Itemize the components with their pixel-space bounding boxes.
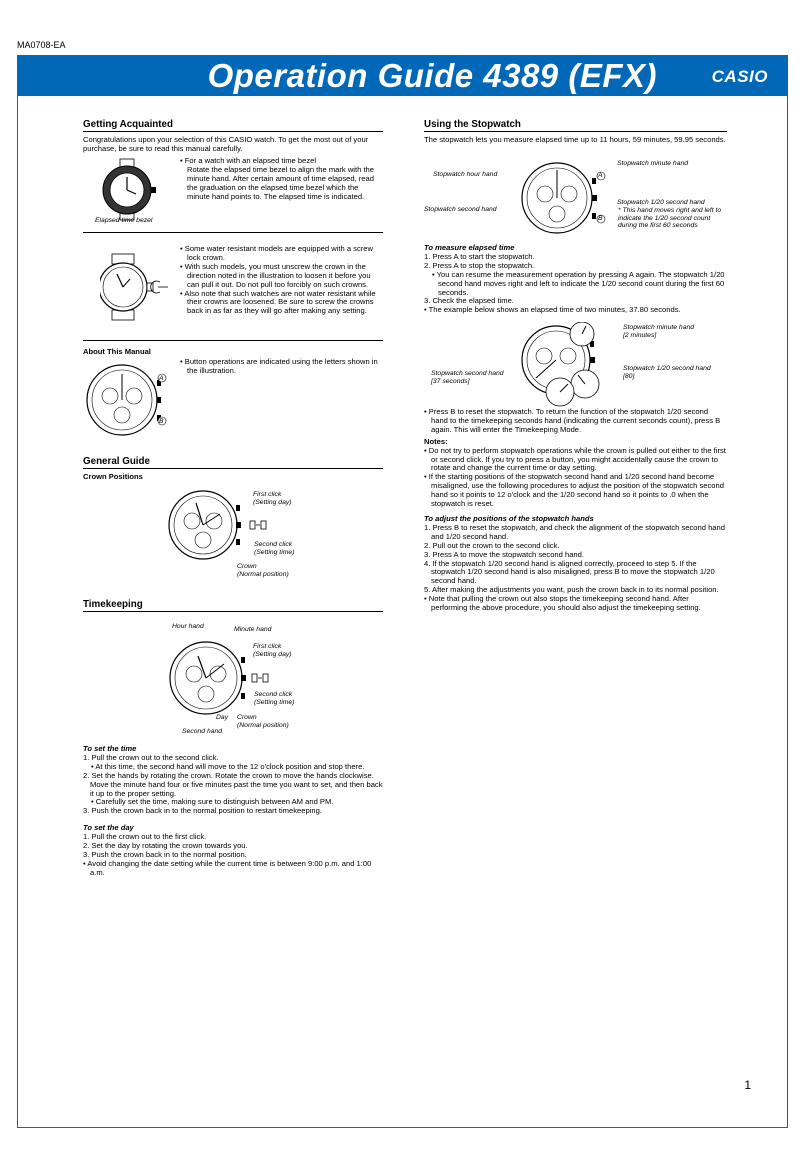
sw-button-a-label: A: [598, 172, 603, 179]
general-guide-heading: General Guide: [83, 458, 383, 469]
example-second-label: Stopwatch second hand: [431, 370, 504, 377]
set-time-step-1b: • At this time, the second hand will move to the 12 o'clock position and stop there.: [91, 761, 365, 771]
set-time-step-2: 2. Set the hands by rotating the crown. Rotate the crown to move the hands clockwise. Move the minute hand four or five minutes past the time you want to set, and then back it up to the proper setting.: [83, 770, 383, 798]
sw-second-hand-label: Stopwatch second hand: [424, 206, 497, 213]
reset-and-notes: [424, 408, 727, 613]
about-heading: About This Manual: [83, 347, 151, 356]
measure-step-1: 1. Press A to start the stopwatch.: [424, 251, 535, 261]
note-2: • If the starting positions of the stopwatch second hand and 1/20 second hand become misaligned, use the following procedures to adjust the position of the stopwatch second hand so it points to 12 o'clock and the 1/20 second hand so it points to .0 when the stopwatch is reset.: [424, 472, 724, 509]
crown-note-3: • Also note that such watches are not water resistant while their crowns are loosened. Be sure to screw the crowns back in as far as they will go after making any setting.: [180, 288, 376, 316]
stopwatch-section: [424, 121, 727, 145]
first-click-label: First click: [253, 491, 282, 498]
set-day-note: • Avoid changing the date setting while the current time is between 9:00 p.m. and 1:00 a.m.: [83, 858, 372, 877]
example-20-label: Stopwatch 1/20 second hand: [623, 365, 711, 372]
note-1: • Do not try to perform stopwatch operations while the crown is pulled out either to the first or second click. If you try to press a button, you might accidentally cause the crown to rotate and change the current time or day setting.: [424, 445, 726, 473]
about-heading-wrap: [83, 348, 173, 357]
set-time-step-1: 1. Pull the crown out to the second click.: [83, 752, 219, 762]
measure-section: [424, 244, 727, 315]
hour-hand-label: Hour hand: [172, 623, 204, 630]
adjust-step-1: 1. Press B to reset the stopwatch, and check the alignment of the stopwatch second hand and 1/20 second hand.: [424, 522, 725, 541]
crown-label: Crown: [237, 563, 257, 570]
adjust-step-4: 4. If the stopwatch 1/20 second hand is aligned correctly, proceed to step 5. If the stopwatch 1/20 second hand is also misaligned, press B to move the stopwatch 1/20 second hand.: [424, 558, 715, 586]
divider: [83, 232, 383, 233]
sw-20-note: * This hand moves right and left to indicate the 1/20 second count during the first 60 seconds: [618, 207, 722, 230]
crown-positions-heading: Crown Positions: [83, 471, 143, 481]
stopwatch-intro: The stopwatch lets you measure elapsed time up to 11 hours, 59 minutes, 59.95 seconds.: [424, 134, 726, 144]
page-number: 1: [744, 1078, 751, 1092]
measure-heading: To measure elapsed time: [424, 243, 515, 252]
title-banner: [17, 55, 788, 96]
divider: [83, 340, 383, 341]
casio-logo: CASIO: [711, 67, 768, 86]
button-a-label: A: [159, 375, 164, 382]
bezel-bullet-body: Rotate the elapsed time bezel to align the mark with the minute hand. After certain amount of time elapsed, read the graduation on the elapsed time bezel which the minute hand points to. The elapsed time is indicated.: [187, 164, 374, 201]
about-text-wrap: [180, 358, 380, 376]
example-37-seconds: [37 seconds]: [431, 378, 470, 385]
day-label: Day: [216, 714, 229, 721]
adjust-step-2: 2. Pull out the crown to the second click.: [424, 540, 560, 550]
set-day-step-3: 3. Push the crown back in to the normal position.: [83, 849, 247, 859]
example-two-minutes: [2 minutes]: [623, 332, 657, 339]
document-code: MA0708-EA: [17, 40, 66, 50]
second-click-label-2: Second click: [254, 691, 293, 698]
set-time-step-2b: • Carefully set the time, making sure to distinguish between AM and PM.: [91, 797, 334, 807]
crown-label-2: Crown: [237, 714, 257, 721]
setting-time-label-2: (Setting time): [254, 699, 295, 706]
screw-crown-notes: [180, 245, 380, 316]
stopwatch-illustration: [515, 158, 615, 238]
bezel-instructions: [180, 157, 380, 202]
getting-acquainted-heading: Getting Acquainted: [83, 121, 383, 132]
setting-time-label: (Setting time): [254, 549, 295, 556]
set-time-heading: To set the time: [83, 744, 137, 753]
bezel-label: Elapsed time bezel: [95, 217, 153, 224]
setting-day-label: (Setting day): [253, 499, 292, 506]
sw-minute-hand-label: Stopwatch minute hand: [617, 160, 689, 167]
measure-step-2: 2. Press A to stop the stopwatch.: [424, 260, 535, 270]
measure-step-3: 3. Check the elapsed time.: [424, 296, 514, 306]
first-click-label-2: First click: [253, 643, 282, 650]
sw-hour-hand-label: Stopwatch hour hand: [433, 171, 498, 178]
getting-acquainted-section: [83, 121, 383, 154]
second-hand-label: Second hand: [182, 728, 223, 735]
page-title: Operation Guide 4389 (EFX): [207, 57, 657, 94]
crown-note-1: • Some water resistant models are equipped with a screw lock crown.: [180, 244, 374, 262]
set-time-section: [83, 745, 383, 878]
sw-20-hand-label: Stopwatch 1/20 second hand: [617, 199, 705, 206]
bezel-watch-illustration: [95, 157, 160, 222]
set-day-step-1: 1. Pull the crown out to the first click.: [83, 832, 207, 842]
button-b-label: B: [159, 418, 164, 425]
general-guide-section: [83, 458, 383, 482]
about-watch-illustration: [85, 360, 175, 440]
set-day-heading: To set the day: [83, 823, 134, 833]
adjust-heading: To adjust the positions of the stopwatch hands: [424, 513, 594, 523]
normal-position-label: (Normal position): [237, 571, 289, 578]
minute-hand-label: Minute hand: [234, 626, 272, 633]
about-bullet: • Button operations are indicated using the letters shown in the illustration.: [180, 357, 378, 375]
crown-note-2: • With such models, you must unscrew the crown in the direction noted in the illustration to loosen it before you can pull it out. Do not pull too forcibly on such crowns.: [180, 261, 371, 289]
set-time-step-3: 3. Push the crown back in to the normal position to restart timekeeping.: [83, 806, 322, 816]
set-day-step-2: 2. Set the day by rotating the crown towards you.: [83, 841, 248, 851]
setting-day-label-2: (Setting day): [253, 651, 292, 658]
sw-button-b-label: B: [598, 215, 603, 222]
notes-heading: Notes:: [424, 436, 448, 446]
timekeeping-heading: Timekeeping: [83, 601, 383, 612]
adjust-step-3: 3. Press A to move the stopwatch second hand.: [424, 549, 584, 559]
second-click-label: Second click: [254, 541, 293, 548]
adjust-note: • Note that pulling the crown out also stops the timekeeping second hand. After performing the above procedure, you should also adjust the timekeeping setting.: [424, 594, 701, 613]
intro-text: Congratulations upon your selection of this CASIO watch. To get the most out of your purchase, be sure to read this manual carefully.: [83, 134, 369, 153]
stopwatch-heading: Using the Stopwatch: [424, 121, 727, 132]
screw-crown-watch-illustration: [100, 252, 170, 322]
timekeeping-section: [83, 601, 383, 612]
bezel-bullet-title: • For a watch with an elapsed time bezel: [180, 156, 317, 165]
normal-position-label-2: (Normal position): [237, 722, 289, 729]
example-80: [80]: [623, 373, 635, 380]
example-stopwatch-illustration: [508, 322, 618, 412]
reset-text: • Press B to reset the stopwatch. To return the function of the stopwatch 1/20 second hand to the timekeeping seconds hand (indicating the current seconds count), press B again. This will enter the Timekeeping Mode.: [424, 407, 721, 434]
measure-step-2b: • You can resume the measurement operation by pressing A again. The stopwatch 1/20 second hand moves right and left to indicate the 1/20 second count during the first 60 seconds.: [432, 269, 725, 297]
measure-example: • The example below shows an elapsed time of two minutes, 37.80 seconds.: [424, 305, 681, 315]
example-minute-label: Stopwatch minute hand: [623, 324, 695, 331]
adjust-step-5: 5. After making the adjustments you want, push the crown back in to its normal position.: [424, 585, 719, 595]
